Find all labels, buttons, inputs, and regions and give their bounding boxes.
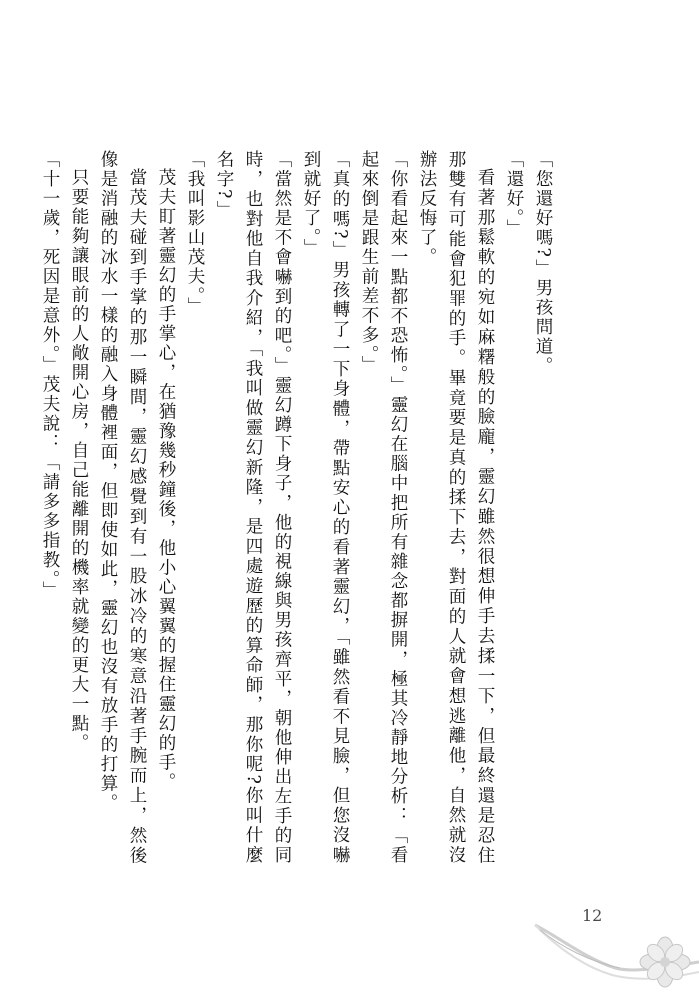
paragraph: 「還好。」 — [504, 150, 524, 239]
paragraph: 當茂夫碰到手掌的那一瞬間，靈幻感覺到有一股冰冷的寒意沿著手腕而上，然後像是消融的冰水一樣的融入身體裡面，但即使如此，靈幻也沒有放手的打算。 — [98, 150, 147, 865]
page-number: 12 — [582, 906, 603, 925]
paragraph: 看著那鬆軟的宛如麻糬般的臉龐，靈幻雖然很想伸手去揉一下，但最終還是忍住那雙有可能會犯罪的手。畢竟要是真的揉下去，對面的人就會想逃離他，自然就沒辦法反悔了。 — [417, 150, 495, 865]
flower-icon — [640, 937, 690, 987]
paragraph: 「我叫影山茂夫。」 — [185, 150, 205, 317]
paragraph: 「你看起來一點都不恐怖。」靈幻在腦中把所有雜念都摒開，極其冷靜地分析：「看起來倒是跟生前差不多。」 — [359, 150, 408, 865]
paragraph: 茂夫盯著靈幻的手掌心，在猶豫幾秒鐘後，他小心翼翼的握住靈幻的手。 — [156, 167, 176, 792]
paragraph: 只要能夠讓眼前的人敞開心房，自己能離開的機率就變的更大一點。 — [69, 167, 89, 753]
vertical-text-body — [35, 150, 557, 865]
paragraph: 「當然是不會嚇到的吧。」靈幻蹲下身子，他的視線與男孩齊平，朝他伸出左手的同時，也對他自我介紹，「我叫做靈幻新隆，是四處遊歷的算命師，那你呢?你叫什麼名字?」 — [214, 150, 292, 865]
paragraph: 「真的嗎?」男孩轉了一下身體，帶點安心的看著靈幻，「雖然看不見臉，但您沒嚇到就好了。」 — [301, 150, 350, 865]
paragraph: 「您還好嗎?」男孩問道。 — [533, 150, 553, 376]
paragraph: 「十一歲，死因是意外。」茂夫說：「請多多指教。」 — [40, 150, 60, 601]
